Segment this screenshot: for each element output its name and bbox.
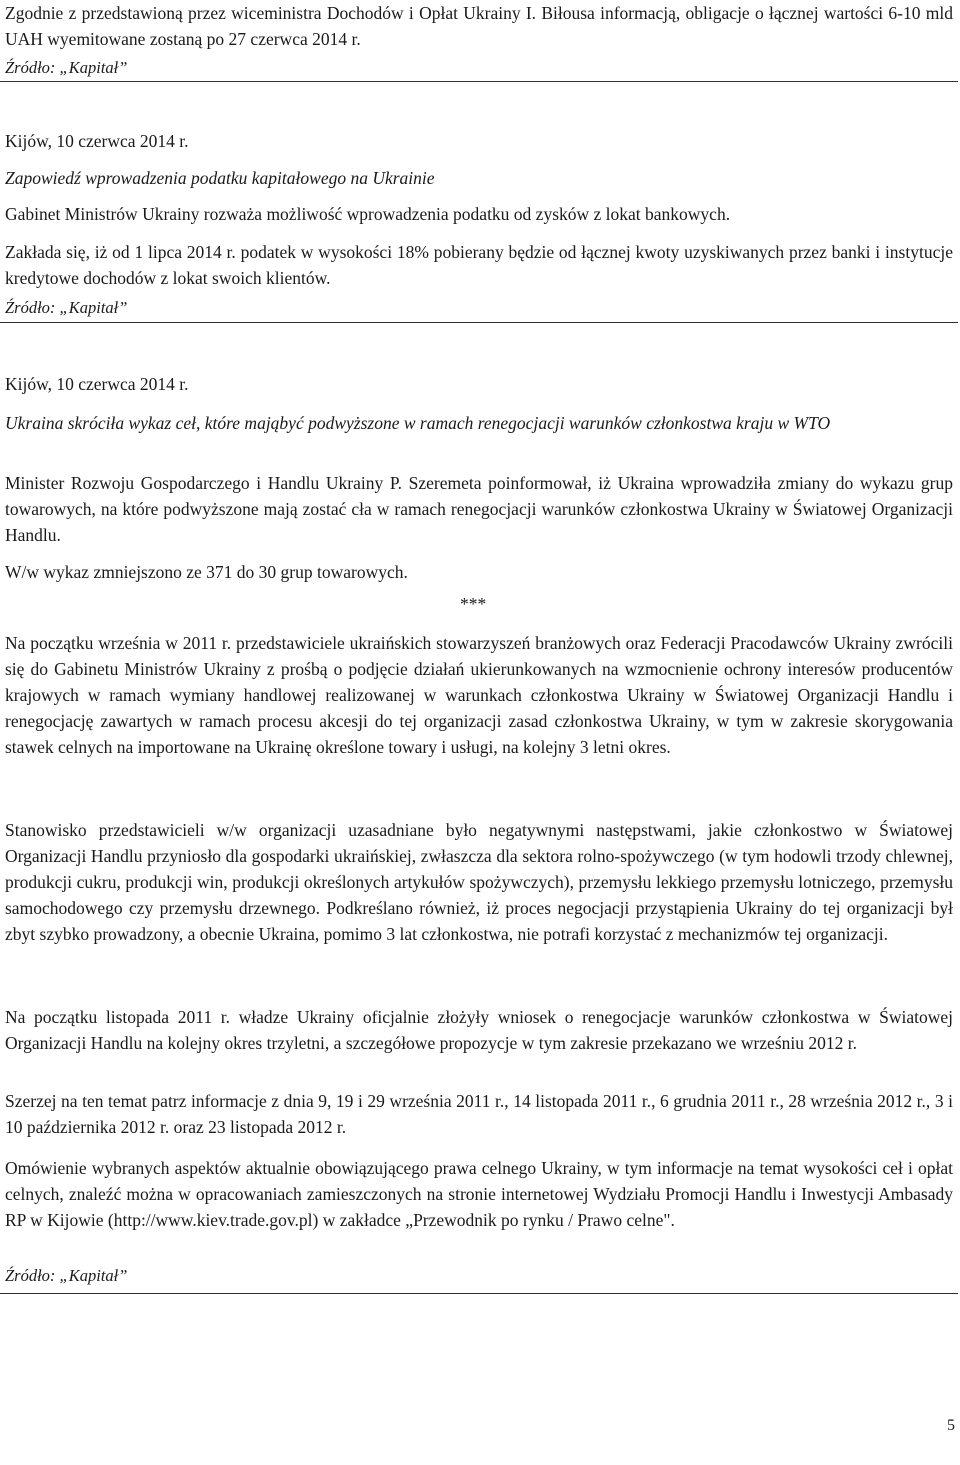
news-3-paragraph: Na początku września w 2011 r. przedstawiciele ukraińskich stowarzyszeń branżowych oraz Federacji Pracodawców Ukrainy zwrócili się do Gabinetu Ministrów Ukrainy z prośbą o podjęcie działań ukierunkowanych na wzmocnienie ochrony interesów producentów krajowych w ramach wymiany handlowej realizowanej w warunkach członkostwa Ukrainy w Światowej Organizacji Handlu i renegocjację zawartych w ramach procesu akcesji do tej organizacji zasad członkostwa Ukrainy, w tym w zakresie skorygowania stawek celnych na importowane na Ukrainę określone towary i usługi, na kolejny 3 letni okres.: [5, 633, 953, 757]
news-2-paragraph: Zakłada się, iż od 1 lipca 2014 r. podatek w wysokości 18% pobierany będzie od łącznej kwoty uzyskiwanych przez banki i instytucje kredytowe dochodów z lokat swoich klientów.: [5, 242, 953, 288]
news-2-paragraph: Gabinet Ministrów Ukrainy rozważa możliwość wprowadzenia podatku od zysków z lokat bankowych.: [5, 204, 731, 224]
news-2-date: Kijów, 10 czerwca 2014 r.: [5, 131, 189, 151]
news-3-paragraph: Stanowisko przedstawicieli w/w organizacji uzasadniane było negatywnymi następstwami, jakie członkostwo w Światowej Organizacji Handlu przyniosło dla gospodarki ukraińskiej, zwłaszcza dla sektora rolno-spożywczego (w tym hodowli trzody chlewnej, produkcji cukru, produkcji win, produkcji określonych artykułów spożywczych), przemysłu lekkiego przemysłu lotniczego, przemysłu samochodowego czy przemysłu drzewnego. Podkreślano również, iż proces negocjacji przystąpienia Ukrainy do tej organizacji był zbyt szybko prowadzony, a obecnie Ukraina, pomimo 3 lat członkostwa, nie potrafi korzystać z mechanizmów tej organizacji.: [5, 820, 953, 944]
page-number: 5: [947, 1417, 955, 1434]
news-2-title: Zapowiedź wprowadzenia podatku kapitałowego na Ukrainie: [5, 168, 435, 188]
news-3-paragraph: Szerzej na ten temat patrz informacje z dnia 9, 19 i 29 września 2011 r., 14 listopada 2011 r., 6 grudnia 2011 r., 28 września 2012 r., 3 i 10 października 2012 r. oraz 23 listopada 2012 r.: [5, 1091, 953, 1137]
section-divider: [0, 322, 958, 323]
news-3-paragraph: Omówienie wybranych aspektów aktualnie obowiązującego prawa celnego Ukrainy, w tym informacje na temat wysokości ceł i opłat celnych, znaleźć można w opracowaniach zamieszczonych na stronie internetowej Wydziału Promocji Handlu i Inwestycji Ambasady RP w Kijowie (http://www.kiev.trade.gov.pl) w zakładce „Przewodnik po rynku / Prawo celne".: [5, 1158, 953, 1230]
news-3-source: Źródło: „Kapitał”: [5, 1266, 128, 1285]
news-3-paragraph: Minister Rozwoju Gospodarczego i Handlu Ukrainy P. Szeremeta poinformował, iż Ukraina wprowadziła zmiany do wykazu grup towarowych, na które podwyższone mają zostać cła w ramach renegocjacji warunków członkostwa Ukrainy w Światowej Organizacji Handlu.: [5, 473, 953, 545]
news-3-paragraph: Na początku listopada 2011 r. władze Ukrainy oficjalnie złożyły wniosek o renegocjacje warunków członkostwa w Światowej Organizacji Handlu na kolejny okres trzyletni, a szczegółowe propozycje w tym zakresie przekazano we wrześniu 2012 r.: [5, 1007, 953, 1053]
news-1-body: Zgodnie z przedstawioną przez wiceministra Dochodów i Opłat Ukrainy I. Biłousa informacją, obligacje o łącznej wartości 6-10 mld UAH wyemitowane zostaną po 27 czerwca 2014 r.: [5, 3, 953, 49]
news-3-date: Kijów, 10 czerwca 2014 r.: [5, 374, 189, 394]
section-divider: [0, 1293, 958, 1294]
news-2-source: Źródło: „Kapitał”: [5, 298, 128, 317]
section-separator: ***: [460, 594, 487, 614]
news-3-paragraph: W/w wykaz zmniejszono ze 371 do 30 grup towarowych.: [5, 562, 408, 582]
section-divider: [0, 81, 958, 82]
news-1-source: Źródło: „Kapitał”: [5, 58, 128, 77]
news-3-title: Ukraina skróciła wykaz ceł, które mająbyć podwyższone w ramach renegocjacji warunków członkostwa kraju w WTO: [5, 413, 831, 433]
